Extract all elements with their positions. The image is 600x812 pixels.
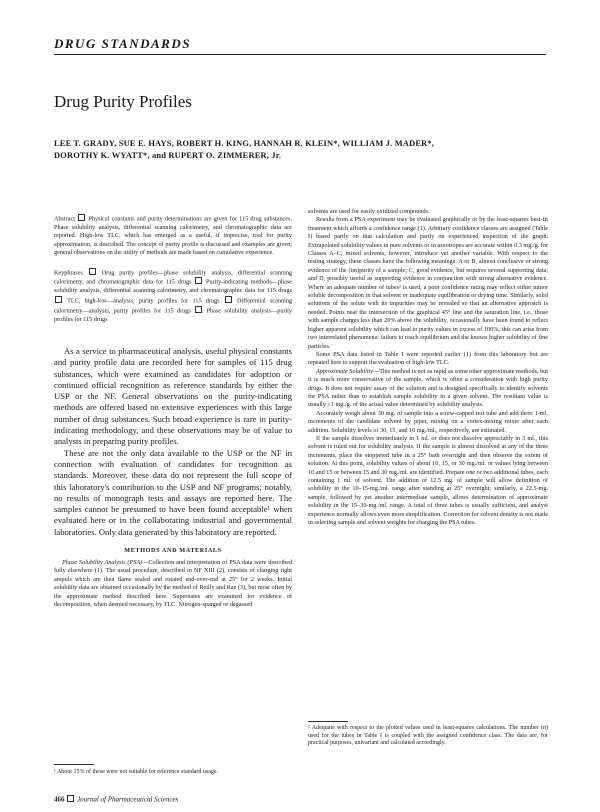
page-number: 466 [54, 795, 65, 804]
square-marker-icon [195, 277, 202, 284]
right-paragraph-2: Some PSA data listed in Table I were reported earlier (1) from this laboratory but are repeated here to support the evaluation of high-low TLC. [308, 350, 548, 367]
keyphrase-item: Purity-indicating methods—phase solubility analysis, differential scanning calorimetry, and chromatographic data for 115 drugs [54, 278, 292, 295]
right-paragraph-5: If the sample dissolves immediately in 1 ml. or does not dissolve appreciably in 3 ml., this solvent is ruled out for solubility analysis. If the sample is almost dissolved at any of the three increments, place the stoppered tube in a 25° bath overnight and then observe the extent of solution. At this point, solubility values of about 10, 15, or 30 mg./ml. or values lying between 10 and 15 or between 15 and 30 mg./ml. are identified. Prepare one or two additional tubes, each containing 1 ml. of solvent. The addition of 12.5 mg. of sample will allow definition of solubility in the 10–15-mg./ml. range after standing at 25° overnight; similarly, a 22.5-mg. sample, followed by yet another intermediate sample, allows determination of approximate solubility in the 15–30-mg./ml. range. A total of three tubes is usually sufficient, and analyst experience normally allows even more simplification. Correction for solvent density is not made in selecting sample and solvent weights for charging the PSA tubes. [308, 434, 548, 527]
right-footnote-rule [308, 721, 348, 722]
right-paragraph-4: Accurately weigh about 30 mg. of sample into a screw-capped test tube and add three 1-ml. increments of the candidate solvent by pipet, mixing on a vortex-mixing mixer after each addition. Solubility levels of 30, 15, and 10 mg./ml., respectively, are estimated. [308, 409, 548, 434]
abstract [54, 214, 292, 258]
author-list [54, 138, 554, 162]
abstract-text: Physical constants and purity determinations are given for 115 drug substances. Phase solubility analysis, differential scanning calorimetry, and chromatographic data are reported. High-low TLC, which has emerged as a useful, if imprecise, tool for purity approximation, is described. The concept of purity profile is discussed and examples are given; general observations on the utility of methods are made based on cumulative experience. [54, 215, 292, 257]
abstract-label: Abstract [54, 215, 75, 223]
left-footnote-rule [54, 764, 94, 765]
right-paragraph-1: Results from a PSA experiment may be evaluated graphically or by the least-squares best-fit treatment which affords a confidence range (1). Arbitrary confidence classes are assigned (Table I) based partly on that calculation and partly on experienced inspection of the graph. Extrapolated solubility values in pure solvents or in azeotropes are accurate within 0.3 mg./g. for Classes A–C; mixed solvents, however, introduce yet another variable. With respect to the testing strategy, these classes have the following meanings: A or B, almost conclusive or strong evidence of the (im)purity of a sample; C, good evidence, but requires several supporting data; and D, possibly useful as supporting evidence in conjunction with strong alternative evidence. Where an adequate number of tubes² is used, a poor confidence rating may reflect either minor soluble decomposition in that solvent or inadequate equilibration or drying time. Similarly, solid solutions of the solute with its impurities may be revealed so that an alternative approach is needed. Points near the intersection of the graphical 45° line and the saturation line, i.e., those with sample charges less than 20% above the solubility, occasionally have been found to reflect higher apparent solubility which can lead to purity values in excess of 100%; this can arise from two interrelated phenomena: failure to reach equilibrium and the known higher solubility of fine particles. [308, 216, 548, 350]
square-marker-icon [89, 268, 96, 275]
right-paragraph-0: solvents are used for easily oxidized compounds. [308, 208, 430, 215]
psa-text: —Collection and interpretation of PSA data were described fully elsewhere (1). The usual procedure, described in NF XIII (2), consists of charging tight ampuls which are then flame sealed and rotated end-over-end at 25° for 2 weeks. Initial solubility data are obtained occasionally by the method of Reilly and Rae (3), but most often by the approximate method described here. Supernates are examined for evidence of decomposition, when deemed necessary, by TLC. Nitrogen-sparged or degassed [54, 559, 292, 609]
left-footnote: ¹ About 15% of these were not suitable for reference standard usage. [54, 769, 219, 775]
psa-label: Phase Solubility Analysis (PSA) [62, 559, 143, 567]
square-marker-icon [55, 296, 62, 303]
journal-name: Journal of Pharmaceutical Sciences [77, 795, 179, 804]
methods-heading: METHODS AND MATERIALS [124, 547, 222, 555]
square-marker-icon [225, 296, 232, 303]
journal-section-title: DRUG STANDARDS [54, 36, 191, 51]
psa-paragraph [54, 559, 292, 609]
left-column [54, 214, 292, 609]
square-marker-icon [195, 306, 202, 313]
keyphrase-item: TLC, high-low—analysis, purity profiles for 115 drugs [67, 297, 220, 305]
approx-solubility-text: —This method is not as rapid as some other approximate methods, but it is much more conservative of the sample, which is often a consideration with high purity drugs. It does not require assay of the solution and is designed specifically to identify solvents for PSA rather than to establish sample solubility in a given solvent. The resultant value is usually ≤1 mg./g. of the actual value determined by solubility analysis. [308, 367, 548, 409]
header-rule [54, 54, 546, 55]
square-marker-icon [78, 214, 85, 221]
keyphrase-item: Differential scanning calorimetry—analysis, purity profiles for 115 drugs [54, 297, 293, 315]
author-line-1: LEE T. GRADY, SUE E. HAYS, ROBERT H. KING, HANNAH R. KLEIN*, WILLIAM J. MADER*, [54, 139, 435, 148]
intro-paragraph-1: As a service to pharmaceutical analysis, useful physical constants and purity profile data are recorded here for samples of 115 drug substances, which were examined as candidates for adoption or continued official recognition as reference standards by either the USP or the NF. General observations on the purity-indicating methods are offered based on extensive experiences with this large number of drug substances. Such broad experience is rare in purity-indicating methodology, and these observations may be of value to analysts in preparing purity profiles. [54, 345, 292, 447]
approx-solubility-label: Approximate Solubility [316, 367, 373, 375]
square-marker-icon [67, 795, 74, 802]
keyphrase-item: Phase solubility analysis—purity profiles for 115 drugs [54, 307, 293, 323]
intro-paragraph-2: These are not the only data available to the USP or the NF in connection with evaluation of candidates for recognition as standards. Moreover, these data do not represent the full scope of this laboratory's contribution to the USP and NF programs; notably, no results of monograph tests and assays are reported here. The samples cannot be presumed to have been found acceptable¹ when evaluated here or in the collaborating industrial and governmental laboratories. Only data generated by this laboratory are reported. [54, 447, 292, 537]
author-line-2: DOROTHY K. WYATT*, and RUPERT O. ZIMMERER, Jr. [54, 151, 282, 160]
right-paragraph-3 [308, 368, 548, 410]
keyphrases-label: Keyphrases [54, 269, 83, 277]
page-footer [54, 795, 178, 804]
keyphrases [54, 268, 292, 324]
right-column [308, 208, 548, 527]
article-title: Drug Purity Profiles [54, 92, 192, 111]
keyphrase-item: Drug purity profiles—phase solubility analysis, differential scanning calorimetry, and chromatographic data for 115 drugs [54, 269, 293, 286]
right-footnote: ² Adequate with respect to the plotted values used in least-squares calculations. The number (n) used for the tubes in Table I is coupled with the assigned confidence class. The data are, for practical purposes, univariant and calculated accordingly. [308, 725, 548, 747]
